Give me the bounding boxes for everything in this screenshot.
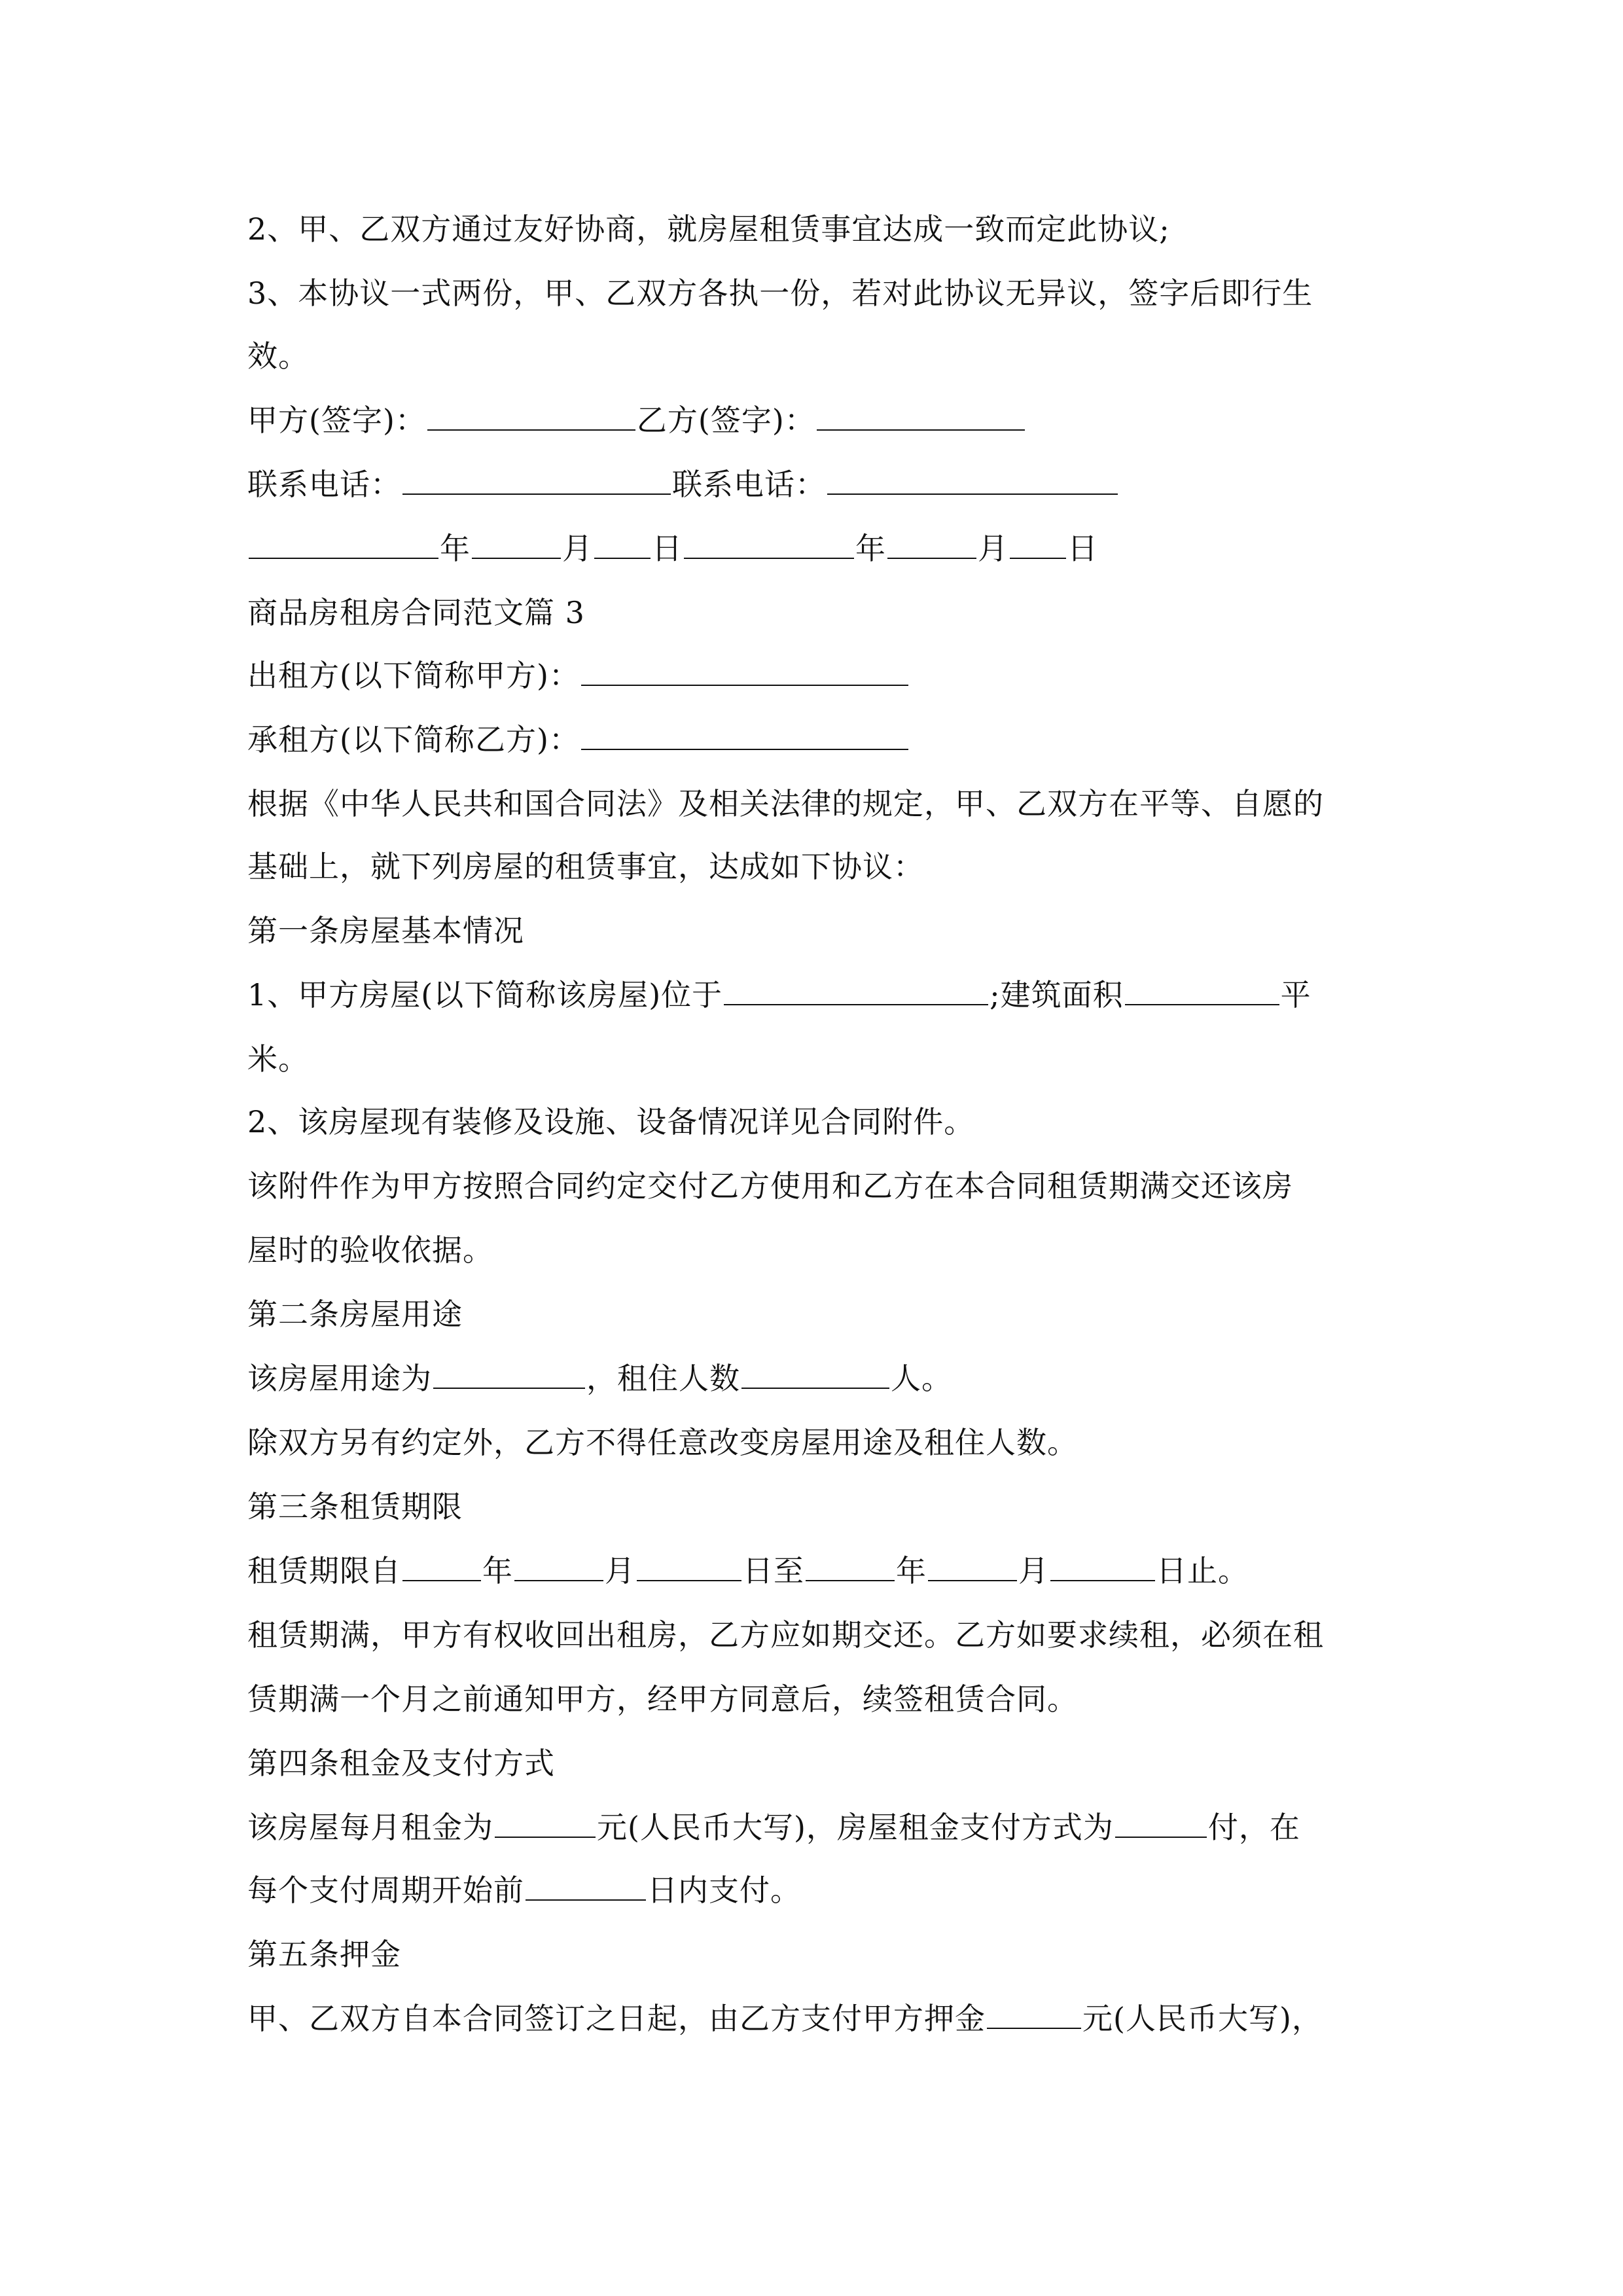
day-blank-b (1010, 533, 1066, 559)
article-4-heading (247, 1744, 1399, 1783)
article-3-renewal-2 (247, 1679, 1399, 1719)
article-1-item-3-cont (247, 1230, 1399, 1270)
party-b-phone-blank (827, 469, 1118, 495)
phone-row (247, 465, 1399, 504)
term-start-day-label: 日至 (743, 1553, 804, 1588)
monthly-rent-blank (495, 1812, 596, 1838)
lessor-label: 出租方(以下简称甲方)： (247, 658, 580, 693)
term-start-year-label: 年 (482, 1553, 513, 1588)
rent-row (247, 1808, 1399, 1847)
usage-blank (433, 1363, 585, 1389)
occupants-label: ，租住人数 (586, 1361, 740, 1396)
payment-days-blank (526, 1874, 646, 1901)
article-2-heading (247, 1295, 1399, 1334)
signature-row (247, 401, 1399, 440)
clause-3-cont (247, 336, 1399, 376)
party-a-sign-label: 甲方(签字)： (247, 403, 426, 438)
article-1-item-3-cont-text: 屋时的验收依据。 (247, 1232, 493, 1268)
year-label-b: 年 (855, 531, 886, 566)
party-a-phone-label: 联系电话： (247, 467, 401, 502)
payment-method-blank (1115, 1812, 1207, 1838)
party-a-phone-blank (402, 469, 671, 495)
article-1-item-3 (247, 1166, 1399, 1206)
party-b-sign-label: 乙方(签字)： (636, 403, 815, 438)
article-1-item-2-text: 2、该房屋现有装修及设施、设备情况详见合同附件。 (247, 1104, 975, 1139)
payment-method-label: 元(人民币大写)，房屋租金支付方式为 (597, 1810, 1114, 1845)
clause-3-text: 3、本协议一式两份，甲、乙双方各执一份，若对此协议无异议，签字后即行生 (247, 276, 1313, 311)
article-3-title: 第三条租赁期限 (247, 1489, 463, 1524)
payment-period-row (247, 1871, 1399, 1910)
year-blank-b (684, 533, 854, 559)
area-unit: 平 (1280, 977, 1311, 1013)
article-3-renewal-text-1: 租赁期满，甲方有权收回出租房，乙方应如期交还。乙方如要求续租，必须在租 (247, 1617, 1324, 1653)
term-start-month-blank (514, 1555, 603, 1581)
article-2-title: 第二条房屋用途 (247, 1297, 463, 1332)
article-1-item-1 (247, 975, 1399, 1014)
article-3-renewal-1 (247, 1615, 1399, 1655)
term-from-label: 租赁期限自 (247, 1553, 401, 1588)
term-end-month-blank (928, 1555, 1017, 1581)
term-end-label: 日止。 (1156, 1553, 1249, 1588)
term-start-day-blank (637, 1555, 741, 1581)
article-1-item-2 (247, 1102, 1399, 1141)
year-blank-a (249, 533, 438, 559)
year-label-a: 年 (440, 531, 471, 566)
article-2-usage (247, 1359, 1399, 1398)
day-label-a: 日 (652, 531, 683, 566)
deposit-row (247, 1999, 1399, 2038)
intro-text-2: 基础上，就下列房屋的租赁事宜，达成如下协议： (247, 849, 924, 884)
deposit-label: 甲、乙双方自本合同签订之日起，由乙方支付甲方押金 (247, 2001, 986, 2036)
term-start-month-label: 月 (605, 1553, 635, 1588)
article-1-item-3-text: 该附件作为甲方按照合同约定交付乙方使用和乙方在本合同租赁期满交还该房 (247, 1168, 1293, 1204)
payment-method-suffix: 付，在 (1207, 1810, 1300, 1845)
term-start-year-blank (402, 1555, 481, 1581)
month-blank-b (887, 533, 976, 559)
area-blank (1125, 979, 1279, 1005)
date-row (247, 529, 1399, 568)
article-3-renewal-text-2: 赁期满一个月之前通知甲方，经甲方同意后，续签租赁合同。 (247, 1681, 1078, 1717)
term-end-year-label: 年 (896, 1553, 927, 1588)
article-3-heading (247, 1487, 1399, 1526)
month-label-a: 月 (562, 531, 593, 566)
deposit-suffix: 元(人民币大写)， (1082, 2001, 1323, 2036)
lessee-row (247, 720, 1399, 759)
term-end-year-blank (806, 1555, 895, 1581)
occupants-blank (741, 1363, 889, 1389)
clause-2 (247, 209, 1399, 249)
article-2-note-text: 除双方另有约定外，乙方不得任意改变房屋用途及租住人数。 (247, 1425, 1078, 1460)
day-blank-a (594, 533, 651, 559)
month-label-b: 月 (978, 531, 1008, 566)
area-label: ;建筑面积 (990, 977, 1124, 1013)
lease-term-row (247, 1551, 1399, 1590)
party-b-sign-blank (817, 404, 1025, 431)
area-unit-cont: 米。 (247, 1041, 309, 1077)
intro-text-1: 根据《中华人民共和国合同法》及相关法律的规定，甲、乙双方在平等、自愿的 (247, 786, 1324, 821)
payment-period-suffix: 日内支付。 (647, 1873, 801, 1908)
article-5-title: 第五条押金 (247, 1937, 401, 1972)
article-1-item-1-cont (247, 1039, 1399, 1079)
usage-label: 该房屋用途为 (247, 1361, 432, 1396)
lessee-label: 承租方(以下简称乙方)： (247, 722, 580, 757)
section-title-text: 商品房租房合同范文篇 3 (247, 595, 585, 630)
deposit-blank (987, 2003, 1081, 2029)
lessor-blank (581, 660, 908, 686)
location-label: 1、甲方房屋(以下简称该房屋)位于 (247, 977, 723, 1013)
party-b-phone-label: 联系电话： (672, 467, 826, 502)
lessor-row (247, 656, 1399, 695)
clause-3-cont-text: 效。 (247, 338, 309, 374)
clause-2-text: 2、甲、乙双方通过友好协商，就房屋租赁事宜达成一致而定此协议; (247, 211, 1170, 247)
location-blank (724, 979, 988, 1005)
month-blank-a (472, 533, 561, 559)
article-4-title: 第四条租金及支付方式 (247, 1746, 555, 1781)
article-1-heading (247, 911, 1399, 950)
day-label-b: 日 (1067, 531, 1098, 566)
term-end-month-label: 月 (1018, 1553, 1049, 1588)
section-title (247, 593, 1399, 632)
payment-period-label: 每个支付周期开始前 (247, 1873, 524, 1908)
intro-line-2 (247, 847, 1399, 886)
article-2-note (247, 1423, 1399, 1462)
occupants-unit: 人。 (891, 1361, 952, 1396)
lessee-blank (581, 724, 908, 750)
party-a-sign-blank (427, 404, 635, 431)
article-1-title: 第一条房屋基本情况 (247, 913, 524, 948)
term-end-day-blank (1050, 1555, 1155, 1581)
intro-line-1 (247, 784, 1399, 823)
article-5-heading (247, 1935, 1399, 1974)
clause-3 (247, 274, 1399, 313)
monthly-rent-label: 该房屋每月租金为 (247, 1810, 493, 1845)
